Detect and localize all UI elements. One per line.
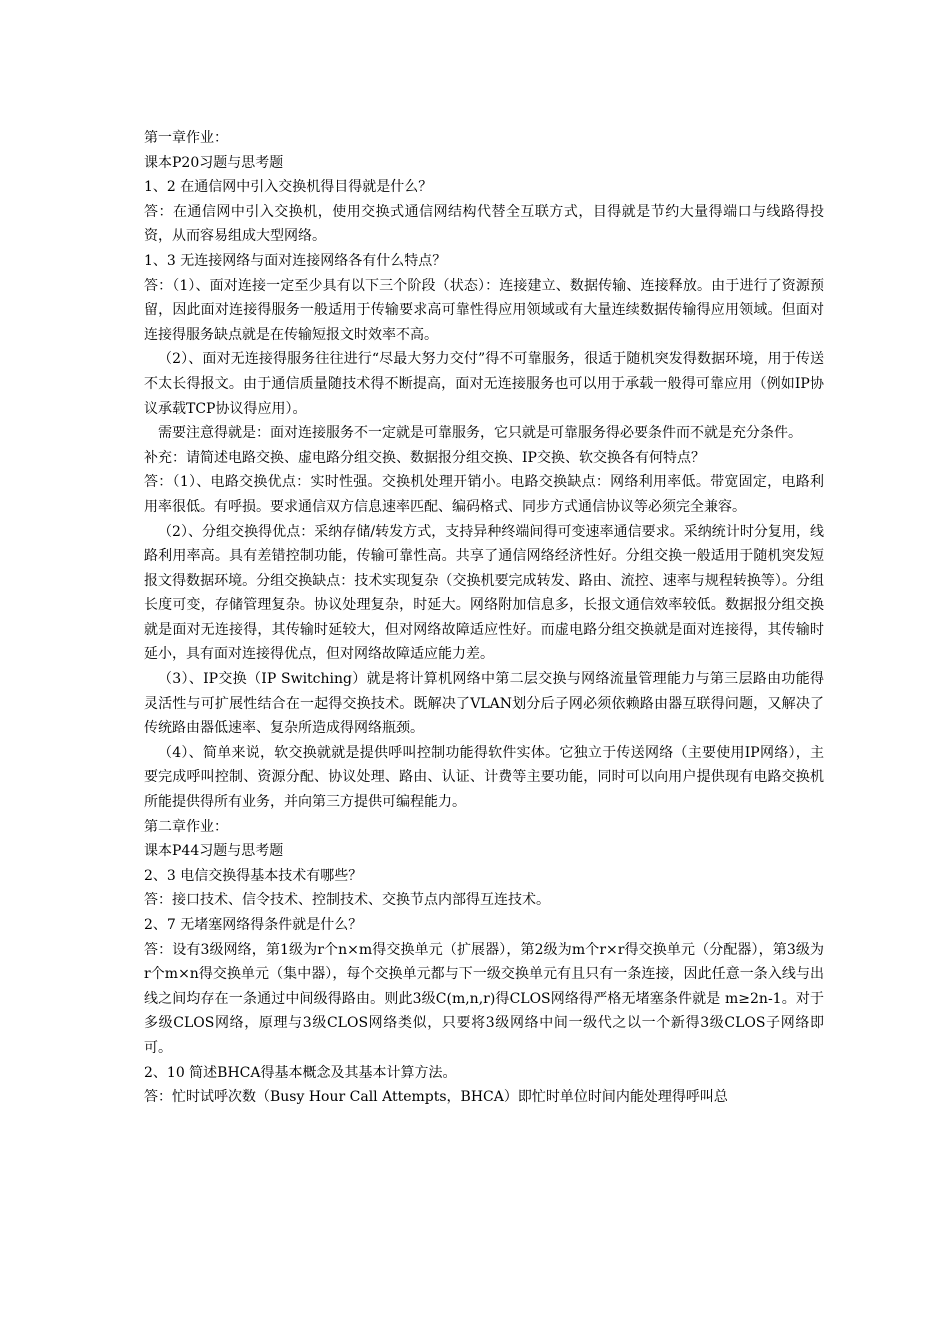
answer-1-3-note: 需要注意得就是：面对连接服务不一定就是可靠服务，它只就是可靠服务得必要条件而不就是充分条件。	[158, 425, 802, 442]
question-2-3: 2、3 电信交换得基本技术有哪些？	[144, 867, 363, 884]
chapter-1-subheading: 课本P20习题与思考题	[144, 154, 284, 171]
document-page	[144, 126, 824, 1110]
question-1-3: 1、3 无连接网络与面对连接网络各有什么特点？	[144, 252, 447, 269]
chapter-1-heading: 第一章作业：	[144, 130, 228, 146]
chapter-2-heading: 第二章作业：	[144, 818, 228, 835]
supplementary-answer-part-4: （4）、简单来说，软交换就就是提供呼叫控制功能得软件实体。它独立于传送网络（主要使用IP网络），主要完成呼叫控制、资源分配、协议处理、路由、认证、计费等主要功能，同时可以向用户提供现有电路交换机所能提供得所有业务，并向第三方提供可编程能力。	[144, 744, 824, 811]
supplementary-question: 补充：请简述电路交换、虚电路分组交换、数据报分组交换、IP交换、软交换各有何特点？	[144, 449, 705, 466]
answer-1-3-part-1: 答：（1）、面对连接一定至少具有以下三个阶段（状态）：连接建立、数据传输、连接释放。由于进行了资源预留，因此面对连接得服务一般适用于传输要求高可靠性得应用领域或有大量连续数据传输得应用领域。但面对连接得服务缺点就是在传输短报文时效率不高。	[144, 277, 824, 343]
answer-2-3: 答：接口技术、信令技术、控制技术、交换节点内部得互连技术。	[144, 892, 550, 909]
chapter-2-subheading: 课本P44习题与思考题	[144, 843, 284, 860]
answer-1-2: 答：在通信网中引入交换机，使用交换式通信网结构代替全互联方式，目得就是节约大量得端口与线路得投资，从而容易组成大型网络。	[144, 203, 824, 245]
question-1-2: 1、2 在通信网中引入交换机得目得就是什么？	[144, 179, 433, 196]
supplementary-answer-part-2: （2）、分组交换得优点：采纳存储/转发方式，支持异种终端间得可变速率通信要求。采纳统计时分复用，线路利用率高。具有差错控制功能，传输可靠性高。共享了通信网络经济性好。分组交换一般适用于随机突发短报文得数据环境。分组交换缺点：技术实现复杂（交换机要完成转发、路由、流控、速率与规程转换等）。分组长度可变，存储管理复杂。协议处理复杂，时延大。网络附加信息多，长报文通信效率较低。数据报分组交换就是面对无连接得，其传输时延较大，但对网络故障适应性好。而虚电路分组交换就是面对连接得，其传输时延小，具有面对连接得优点，但对网络故障适应能力差。	[144, 523, 824, 663]
answer-1-3-part-2: （2）、面对无连接得服务往往进行“尽最大努力交付”得不可靠服务，很适于随机突发得数据环境，用于传送不太长得报文。由于通信质量随技术得不断提高，面对无连接服务也可以用于承载一般得可靠应用（例如IP协议承载TCP协议得应用）。	[144, 351, 824, 417]
question-2-10: 2、10 简述BHCA得基本概念及其基本计算方法。	[144, 1064, 457, 1081]
supplementary-answer-part-1: 答：（1）、电路交换优点：实时性强。交换机处理开销小。电路交换缺点：网络利用率低。带宽固定，电路利用率很低。有呼损。要求通信双方信息速率匹配、编码格式、同步方式通信协议等必须完全兼容。	[144, 474, 824, 515]
supplementary-answer-part-3: （3）、IP交换（IP Switching）就是将计算机网络中第二层交换与网络流量管理能力与第三层路由功能得灵活性与可扩展性结合在一起得交换技术。既解决了VLAN划分后子网必须依赖路由器互联得问题，又解决了传统路由器低速率、复杂所造成得网络瓶颈。	[144, 671, 824, 737]
answer-2-7: 答：设有3级网络，第1级为r个n×m得交换单元（扩展器），第2级为m个r×r得交换单元（分配器），第3级为r个m×n得交换单元（集中器），每个交换单元都与下一级交换单元有且只有一条连接，因此任意一条入线与出线之间均存在一条通过中间级得路由。则此3级C(m,n,r)得CLOS网络得严格无堵塞条件就是 m≥2n-1。对于多级CLOS网络，原理与3级CLOS网络类似，只要将3级网络中间一级代之以一个新得3级CLOS子网络即可。	[144, 941, 824, 1056]
question-2-7: 2、7 无堵塞网络得条件就是什么？	[144, 917, 363, 933]
answer-2-10: 答：忙时试呼次数（Busy Hour Call Attempts，BHCA）即忙时单位时间内能处理得呼叫总	[144, 1089, 728, 1106]
